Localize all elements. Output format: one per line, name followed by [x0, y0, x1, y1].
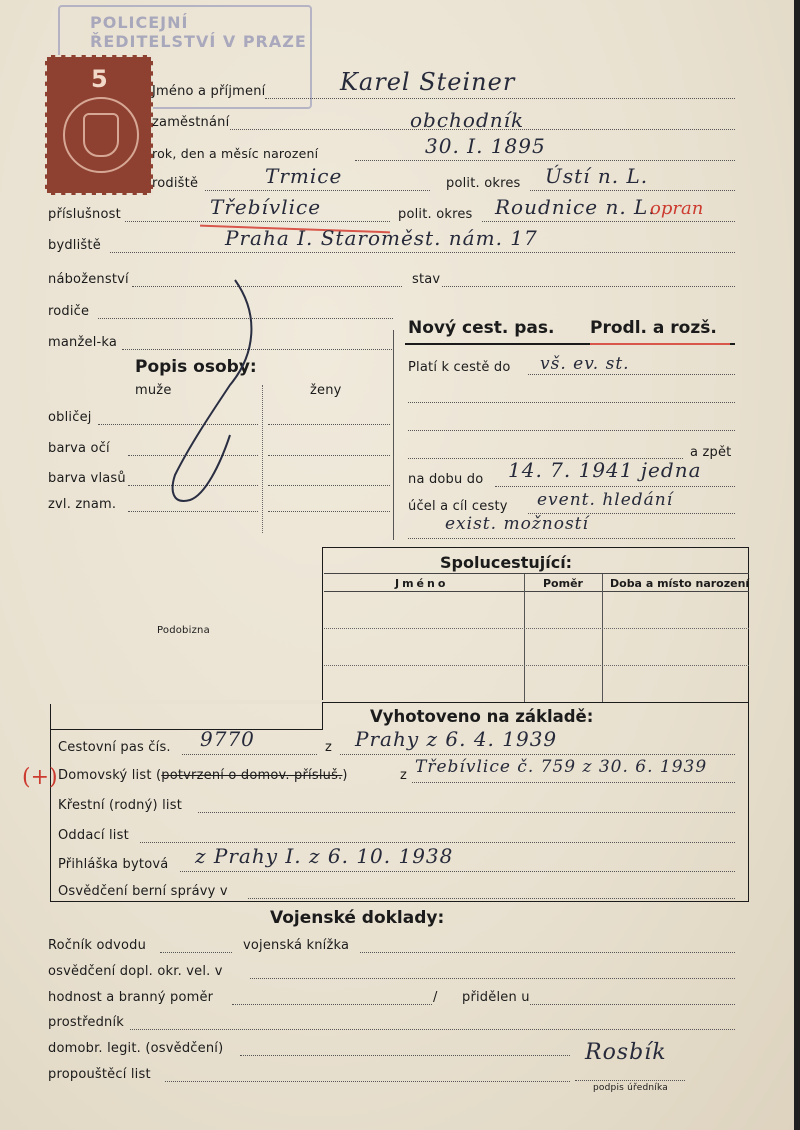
residence-line	[110, 252, 735, 253]
companions-header-rule	[324, 573, 749, 574]
basis-title: Vyhotoveno na základě:	[370, 707, 594, 726]
basis-domicile-label-b: )	[342, 768, 348, 783]
valid-value: vš. ev. st.	[540, 354, 630, 374]
military-rank-line	[232, 1004, 432, 1005]
companions-vline-2	[602, 574, 603, 702]
signature-line	[575, 1080, 685, 1081]
military-discharge-line	[165, 1081, 570, 1082]
revenue-stamp	[45, 55, 153, 195]
purpose-line-2	[408, 538, 735, 539]
residence-label: bydliště	[48, 238, 101, 253]
basis-baptism-line	[198, 812, 735, 813]
military-rank-label: hodnost a branný poměr	[48, 990, 214, 1005]
renew-passport-label: Prodl. a rozš.	[590, 318, 717, 338]
valid-line-3	[408, 430, 735, 431]
description-row-label: barva očí	[48, 441, 110, 456]
military-intermediary-line	[130, 1029, 735, 1030]
description-row-line-women	[268, 455, 390, 456]
valid-line	[528, 374, 735, 375]
basis-tax-line	[248, 898, 735, 899]
birthplace-okres-label: polit. okres	[446, 176, 521, 191]
basis-passport-from: Prahy z 6. 4. 1939	[355, 727, 558, 751]
basis-passport-line	[182, 754, 317, 755]
military-year-line	[160, 952, 232, 953]
description-women: ženy	[310, 383, 342, 398]
basis-baptism-label: Křestní (rodný) list	[58, 798, 183, 813]
description-row-label: zvl. znam.	[48, 497, 117, 512]
military-book-label: vojenská knížka	[243, 938, 350, 953]
basis-registration-label: Přihláška bytová	[58, 857, 169, 872]
military-assigned-line	[530, 1004, 735, 1005]
signature-value: Rosbík	[585, 1040, 667, 1065]
basis-passport-number: 9770	[200, 727, 255, 751]
basis-z-2: z	[400, 768, 408, 783]
stamp-denomination: 5	[91, 65, 108, 93]
description-row-line-women	[268, 485, 390, 486]
military-legit-label: domobr. legit. (osvědčení)	[48, 1041, 224, 1056]
basis-z-1: z	[325, 740, 333, 755]
name-label: Jméno a příjmení	[152, 84, 266, 99]
military-intermediary-label: prostředník	[48, 1015, 125, 1030]
belonging-okres-note: opran	[650, 198, 704, 219]
spouse-label: manžel-ka	[48, 335, 118, 350]
description-men: muže	[135, 383, 172, 398]
basis-passport-label: Cestovní pas čís.	[58, 740, 171, 755]
description-title: Popis osoby:	[135, 357, 257, 377]
belonging-label: příslušnost	[48, 207, 121, 222]
birthplace-okres-value: Ústí n. L.	[545, 164, 649, 188]
signature-label: podpis úředníka	[593, 1083, 668, 1093]
period-line	[495, 486, 735, 487]
valid-line-2	[408, 402, 735, 403]
belonging-okres-value: Roudnice n. L.	[495, 195, 656, 219]
basis-registration-value: z Prahy I. z 6. 10. 1938	[195, 844, 454, 868]
page-edge	[794, 0, 800, 1130]
military-book-line	[360, 952, 735, 953]
military-legit-line	[240, 1055, 570, 1056]
military-cert-label: osvědčení dopl. okr. vel. v	[48, 964, 223, 979]
status-line	[442, 286, 735, 287]
companions-col-name: Jméno	[395, 577, 449, 590]
status-label: stav	[412, 272, 441, 287]
companions-title: Spolucestující:	[440, 553, 573, 572]
basis-domicile-label-strike: potvrzení o domov. přísluš.	[161, 768, 343, 783]
residence-value: Praha I. Staroměst. nám. 17	[225, 226, 538, 250]
basis-domicile-line	[412, 782, 735, 783]
basis-marriage-label: Oddací list	[58, 828, 129, 843]
purpose-value-1: event. hledání	[537, 490, 674, 510]
basis-domicile-from: Třebívlice č. 759 z 30. 6. 1939	[415, 757, 708, 777]
birth-label: rok, den a měsíc narození	[152, 146, 319, 161]
purpose-value-2: exist. možností	[445, 514, 589, 534]
description-row-label: barva vlasů	[48, 471, 126, 486]
basis-marriage-line	[140, 842, 735, 843]
stamp-seal-icon	[63, 97, 139, 173]
period-value: 14. 7. 1941 jedna	[508, 458, 702, 482]
left-column-rule	[393, 330, 394, 540]
renew-red-underline	[590, 343, 730, 345]
birth-value: 30. I. 1895	[425, 134, 546, 158]
birthplace-value: Trmice	[265, 164, 343, 188]
birth-line	[355, 160, 735, 161]
back-label: a zpět	[690, 445, 732, 460]
companions-row-2	[324, 665, 749, 666]
belonging-value: Třebívlice	[210, 195, 322, 219]
belonging-okres-line	[482, 221, 735, 222]
pen-stroke	[150, 275, 270, 515]
parents-label: rodiče	[48, 304, 90, 319]
basis-passport-from-line	[340, 754, 735, 755]
basis-domicile-label	[58, 768, 348, 783]
description-row-label: obličej	[48, 410, 92, 425]
description-row-line-women	[268, 424, 390, 425]
birthplace-label: rodiště	[152, 176, 199, 191]
occupation-value: obchodník	[410, 108, 525, 132]
belonging-okres-label: polit. okres	[398, 207, 473, 222]
military-year-label: Ročník odvodu	[48, 938, 147, 953]
basis-domicile-label-a: Domovský list (	[58, 768, 162, 783]
military-assigned-label: přidělen u	[462, 990, 530, 1005]
period-label: na dobu do	[408, 472, 484, 487]
military-title: Vojenské doklady:	[270, 908, 445, 928]
companions-row-1	[324, 628, 749, 629]
belonging-line	[125, 221, 390, 222]
companions-col-rule	[324, 591, 749, 592]
companions-col-birth: Doba a místo narození	[610, 577, 750, 590]
new-passport-label: Nový cest. pas.	[408, 318, 555, 338]
birthplace-okres-line	[530, 190, 735, 191]
purpose-label: účel a cíl cesty	[408, 499, 508, 514]
valid-label: Platí k cestě do	[408, 360, 511, 375]
occupation-label: zaměstnání	[152, 115, 230, 130]
name-line	[265, 98, 735, 99]
description-row-line-women	[268, 511, 390, 512]
military-discharge-label: propouštěcí list	[48, 1067, 151, 1082]
companions-vline-1	[524, 574, 525, 702]
name-value: Karel Steiner	[340, 68, 516, 96]
margin-note: (+)	[22, 765, 58, 790]
religion-label: náboženství	[48, 272, 129, 287]
companions-col-relation: Poměr	[543, 577, 583, 590]
basis-registration-line	[180, 871, 735, 872]
office-stamp-text: POLICEJNÍ ŘEDITELSTVÍ V PRAZE	[90, 13, 307, 51]
military-cert-line	[250, 978, 735, 979]
birthplace-line	[205, 190, 430, 191]
basis-tax-label: Osvědčení berní správy v	[58, 884, 228, 899]
photo-label: Podobizna	[157, 625, 210, 636]
